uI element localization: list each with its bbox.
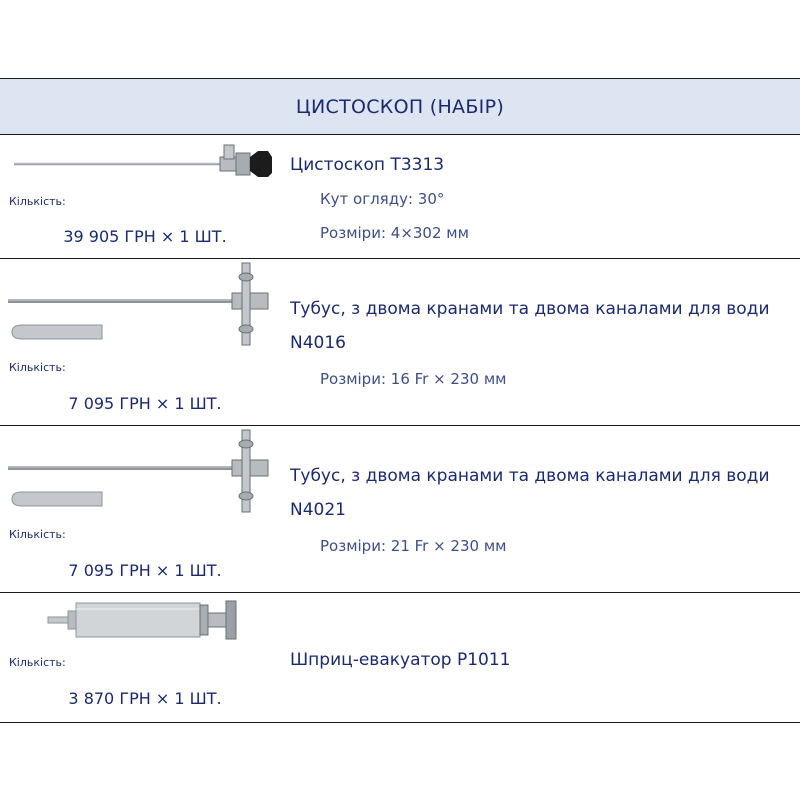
- price-text: 3 870 ГРН × 1 ШТ.: [68, 689, 222, 708]
- sheath-image: [0, 426, 290, 518]
- table-title: ЦИСТОСКОП (НАБІР): [295, 95, 505, 118]
- item-right-cell: [290, 135, 800, 258]
- quantity-label: Кількість:: [9, 195, 66, 208]
- item-right-cell: [290, 259, 800, 425]
- table-row-evacuator: [0, 593, 800, 723]
- item-left-cell: [0, 426, 290, 592]
- spec-dimensions: Розміри: 4×302 мм: [320, 224, 469, 242]
- syringe-image: [0, 593, 290, 649]
- quantity-label: Кількість:: [9, 528, 66, 541]
- item-right-cell: [290, 593, 800, 722]
- product-code: N4016: [290, 333, 346, 353]
- item-right-cell: [290, 426, 800, 592]
- price-text: 39 905 ГРН × 1 ШТ.: [63, 227, 227, 246]
- table-row-sheath-n4016: [0, 259, 800, 426]
- product-name: Тубус, з двома кранами та двома каналами для води: [290, 299, 770, 319]
- spec-dimensions: Розміри: 16 Fr × 230 мм: [320, 370, 507, 388]
- product-name: Цистоскоп T3313: [290, 155, 445, 175]
- spec-dimensions: Розміри: 21 Fr × 230 мм: [320, 537, 507, 555]
- product-name: Шприц-евакуатор P1011: [290, 650, 511, 670]
- price-text: 7 095 ГРН × 1 ШТ.: [68, 394, 222, 413]
- item-left-cell: [0, 135, 290, 258]
- cystoscope-image: [0, 135, 290, 195]
- quantity-label: Кількість:: [9, 656, 66, 669]
- table-header: [0, 78, 800, 135]
- table-row-sheath-n4021: [0, 426, 800, 593]
- product-table: [0, 78, 800, 723]
- sheath-image: [0, 259, 290, 351]
- quantity-label: Кількість:: [9, 361, 66, 374]
- product-code: N4021: [290, 500, 346, 520]
- spec-view-angle: Кут огляду: 30°: [320, 190, 445, 208]
- item-left-cell: [0, 259, 290, 425]
- table-row-cystoscope: [0, 135, 800, 259]
- item-left-cell: [0, 593, 290, 722]
- price-text: 7 095 ГРН × 1 ШТ.: [68, 561, 222, 580]
- product-name: Тубус, з двома кранами та двома каналами для води: [290, 466, 770, 486]
